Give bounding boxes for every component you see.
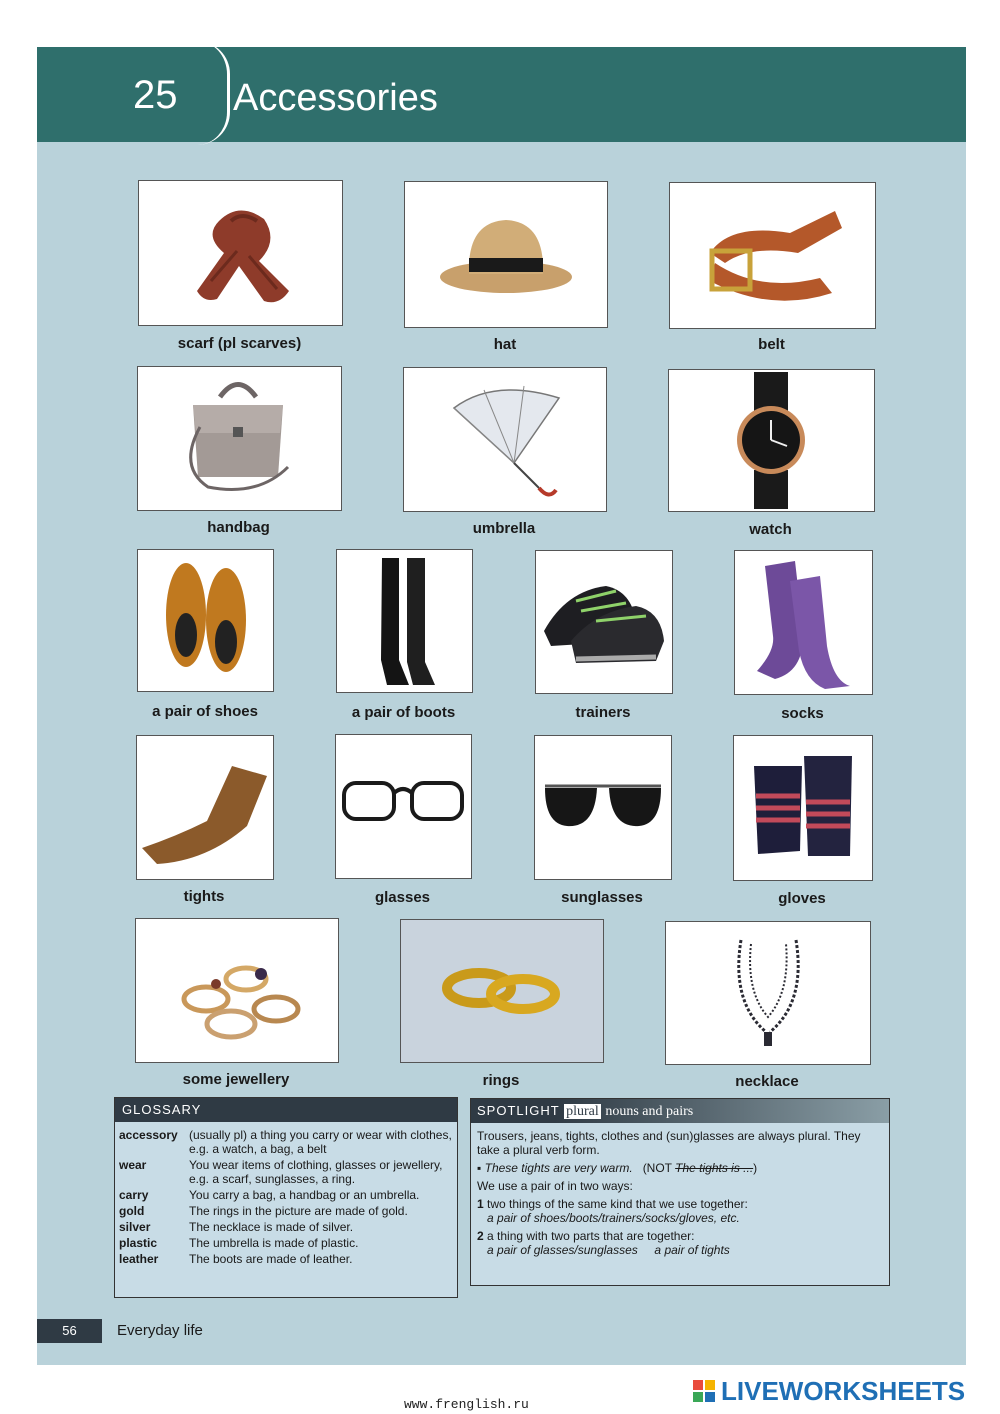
trainers-icon — [536, 551, 672, 693]
glossary-definition: The umbrella is made of plastic. — [189, 1236, 359, 1250]
item-label: a pair of boots — [351, 704, 456, 721]
jewellery-icon — [136, 919, 338, 1062]
spotlight-heading — [471, 1099, 889, 1123]
spotlight-intro: Trousers, jeans, tights, clothes and (sun)glasses are always plural. They take a plural verb form. — [477, 1129, 861, 1157]
spotlight-usage: We use a pair of in two ways: — [477, 1179, 633, 1193]
item-label: trainers — [575, 704, 631, 721]
glossary-row — [119, 1204, 457, 1220]
glossary-definition: The boots are made of leather. — [189, 1252, 353, 1266]
glossary-word: gold — [119, 1204, 145, 1218]
point-example: a pair of shoes/boots/trainers/socks/gloves, etc. — [487, 1211, 740, 1225]
item-card-belt — [669, 182, 876, 329]
glossary-box — [114, 1097, 458, 1298]
item-label: scarf (pl scarves) — [177, 335, 302, 352]
hat-icon — [405, 182, 607, 327]
glossary-row — [119, 1252, 457, 1268]
item-label: necklace — [735, 1073, 799, 1090]
item-card-umbrella — [403, 367, 607, 512]
item-card-boots — [336, 549, 473, 693]
rings-icon — [401, 920, 603, 1062]
glossary-word: leather — [119, 1252, 159, 1266]
item-card-rings — [400, 919, 604, 1063]
glossary-table — [119, 1128, 457, 1268]
spotlight-label: SPOTLIGHT — [477, 1103, 560, 1118]
item-label: hat — [493, 336, 517, 353]
not-close: ) — [753, 1161, 758, 1175]
page-number: 56 — [37, 1319, 102, 1343]
point-text: two things of the same kind that we use together: — [487, 1197, 748, 1211]
spotlight-example-line — [477, 1161, 883, 1175]
item-card-necklace — [665, 921, 871, 1065]
item-card-sunglasses — [534, 735, 672, 880]
item-label: a pair of shoes — [152, 703, 258, 720]
not-text: The tights is ... — [675, 1161, 754, 1175]
belt-icon — [670, 183, 875, 328]
scarf-icon — [139, 181, 342, 325]
item-card-gloves — [733, 735, 873, 881]
unit-header — [37, 47, 966, 142]
item-label: tights — [183, 888, 225, 905]
item-card-scarf — [138, 180, 343, 326]
point-number: 2 — [477, 1229, 484, 1243]
item-card-socks — [734, 550, 873, 695]
point-number: 1 — [477, 1197, 484, 1211]
umbrella-icon — [404, 368, 606, 511]
glossary-definition: The necklace is made of silver. — [189, 1220, 354, 1234]
item-card-tights — [136, 735, 274, 880]
handbag-icon — [138, 367, 341, 510]
item-card-glasses — [335, 734, 472, 879]
item-card-trainers — [535, 550, 673, 694]
necklace-icon — [666, 922, 870, 1064]
glossary-row — [119, 1220, 457, 1236]
sunglasses-icon — [535, 736, 671, 879]
item-label: some jewellery — [182, 1071, 290, 1088]
item-card-shoes — [137, 549, 274, 692]
spotlight-point — [477, 1197, 883, 1225]
item-label: socks — [781, 705, 824, 722]
item-label: umbrella — [472, 520, 536, 537]
glossary-word: plastic — [119, 1236, 158, 1250]
glossary-word: accessory — [119, 1128, 178, 1142]
item-label: sunglasses — [561, 889, 643, 906]
item-card-hat — [404, 181, 608, 328]
glossary-definition: You wear items of clothing, glasses or jewellery, e.g. a scarf, sunglasses, a ring. — [189, 1158, 443, 1186]
point-text: a thing with two parts that are together: — [487, 1229, 695, 1243]
glossary-row — [119, 1236, 457, 1252]
spotlight-example: These tights are very warm. — [484, 1161, 633, 1175]
glossary-definition: You carry a bag, a handbag or an umbrella. — [189, 1188, 420, 1202]
spotlight-topic-a: plural — [566, 1104, 599, 1119]
spotlight-body — [471, 1123, 889, 1257]
watch-icon — [669, 370, 874, 511]
spotlight-topic-b: nouns and pairs — [605, 1104, 694, 1119]
point-example: a pair of glasses/sunglasses a pair of tights — [487, 1243, 730, 1257]
unit-number: 25 — [133, 73, 178, 117]
brand-logo — [693, 1376, 965, 1407]
glossary-heading: GLOSSARY — [115, 1098, 457, 1122]
tights-icon — [137, 736, 273, 879]
liveworksheets-logo-icon — [693, 1380, 715, 1402]
glossary-word: silver — [119, 1220, 151, 1234]
socks-icon — [735, 551, 872, 694]
header-divider — [197, 41, 230, 145]
glossary-row — [119, 1188, 457, 1204]
item-card-jewellery — [135, 918, 339, 1063]
glossary-definition: The rings in the picture are made of gold. — [189, 1204, 408, 1218]
item-card-handbag — [137, 366, 342, 511]
glossary-word: wear — [119, 1158, 147, 1172]
spotlight-point — [477, 1229, 883, 1257]
glossary-definition: (usually pl) a thing you carry or wear with clothes, e.g. a watch, a bag, a belt — [189, 1128, 452, 1156]
item-label: watch — [749, 521, 792, 538]
item-label: handbag — [207, 519, 270, 536]
unit-title: Accessories — [233, 77, 438, 119]
section-name: Everyday life — [117, 1322, 203, 1339]
shoes-icon — [138, 550, 273, 691]
glossary-row — [119, 1128, 457, 1158]
item-label: glasses — [374, 889, 431, 906]
glossary-row — [119, 1158, 457, 1188]
item-label: belt — [758, 336, 785, 353]
spotlight-box — [470, 1098, 890, 1286]
not-label: (NOT — [642, 1161, 672, 1175]
bullet-icon: ▪ — [477, 1161, 482, 1175]
item-label: gloves — [778, 890, 826, 907]
gloves-icon — [734, 736, 872, 880]
brand-name: LIVEWORKSHEETS — [721, 1376, 966, 1406]
item-label: rings — [482, 1072, 520, 1089]
boots-icon — [337, 550, 472, 692]
glossary-word: carry — [119, 1188, 149, 1202]
site-url[interactable]: www.frenglish.ru — [404, 1397, 529, 1412]
item-card-watch — [668, 369, 875, 512]
glasses-icon — [336, 735, 471, 878]
